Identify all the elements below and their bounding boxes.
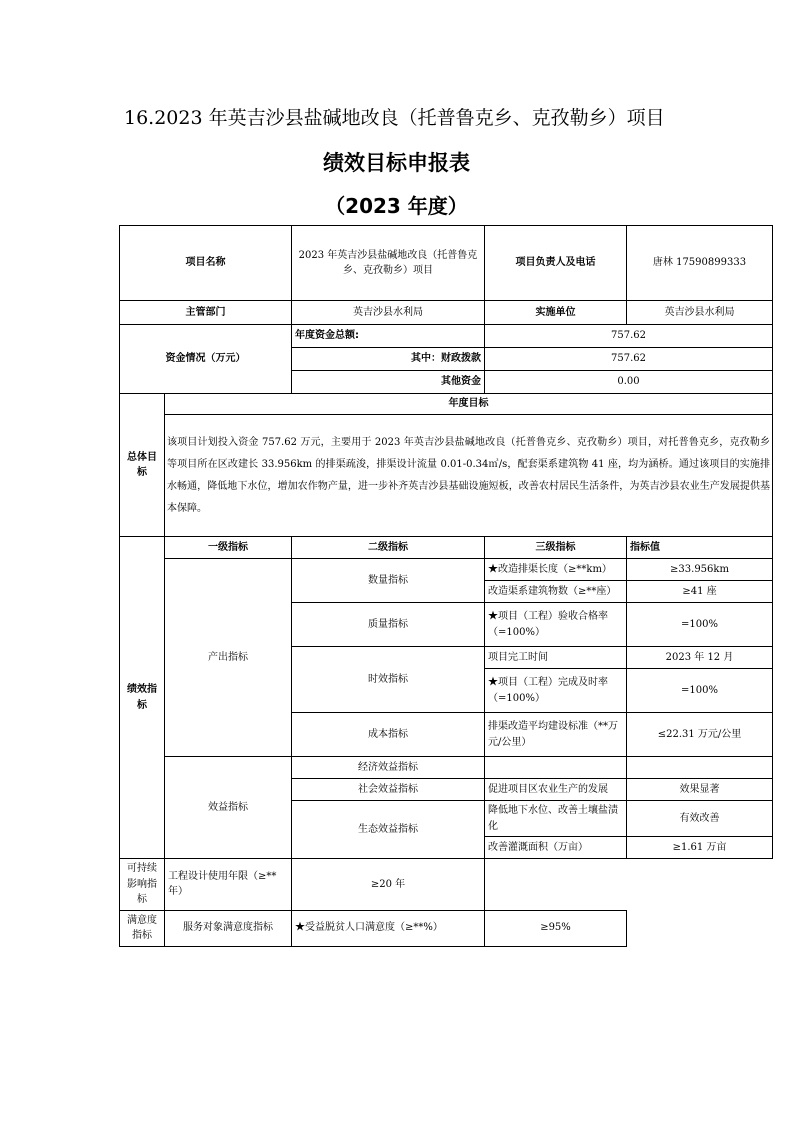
document-heading: 16.2023 年英吉沙县盐碱地改良（托普鲁克乡、克孜勒乡）项目 <box>124 107 665 129</box>
document-title: 绩效目标申报表 <box>323 151 470 175</box>
project-name-value: 2023 年英吉沙县盐碱地改良（托普鲁克乡、克孜勒乡）项目 <box>292 226 485 301</box>
service-satisfaction-label: 服务对象满意度指标 <box>165 910 292 946</box>
indicator-level3: ★改造排渠长度（≥**km） <box>485 559 627 581</box>
effect-indicators-label: 效益指标 <box>165 757 292 859</box>
cost-indicators-label: 成本指标 <box>292 713 485 757</box>
indicator-value: 有效改善 <box>627 801 773 837</box>
overall-goal-label: 总体目标 <box>120 394 165 537</box>
indicator-value: ≥41 座 <box>627 581 773 603</box>
project-name-label: 项目名称 <box>120 226 292 301</box>
indicator-value: =100% <box>627 669 773 713</box>
annual-goal-header: 年度目标 <box>165 394 773 415</box>
dept-label: 主管部门 <box>120 301 292 325</box>
col-header-level2: 二级指标 <box>292 537 485 559</box>
sustainable-indicators-label: 可持续影响指标 <box>120 859 165 911</box>
indicator-value: ≥33.956km <box>627 559 773 581</box>
indicator-level3: 促进项目区农业生产的发展 <box>485 779 627 801</box>
satisfaction-indicators-label: 满意度指标 <box>120 910 165 946</box>
manager-label: 项目负责人及电话 <box>485 226 627 301</box>
performance-target-table <box>119 225 773 947</box>
document-subtitle: （2023 年度） <box>325 194 468 218</box>
indicator-level3: 改造渠系建筑物数（≥**座） <box>485 581 627 603</box>
indicator-value: 效果显著 <box>627 779 773 801</box>
indicator-value: =100% <box>627 603 773 647</box>
indicator-level3: ★受益脱贫人口满意度（≥**%） <box>292 910 485 946</box>
funds-label: 资金情况（万元） <box>120 325 292 394</box>
annual-goal-text: 该项目计划投入资金 757.62 万元，主要用于 2023 年英吉沙县盐碱地改良（托普鲁克乡、克孜勒乡）项目，对托普鲁克乡，克孜勒乡等项目所在区改建长 33.956km 的排渠疏浚，排渠设计流量 0.01-0.34㎥/s，配套渠系建筑物 41 座，均为涵桥。通过该项目的实施排水畅通，降低地下水位，增加农作物产量，进一步补齐英吉沙县基础设施短板，改善农村居民生活条件，为英吉沙县农业生产发展提供基本保障。 <box>165 415 773 537</box>
quantity-indicators-label: 数量指标 <box>292 559 485 603</box>
ecological-indicators-label: 生态效益指标 <box>292 801 485 859</box>
timeliness-indicators-label: 时效指标 <box>292 647 485 713</box>
quality-indicators-label: 质量指标 <box>292 603 485 647</box>
col-header-level1: 一级指标 <box>165 537 292 559</box>
indicator-level3 <box>485 757 627 779</box>
indicator-value: ≥95% <box>485 910 627 946</box>
funds-total-label: 年度资金总额: <box>292 325 485 348</box>
funds-fiscal-label: 其中：财政拨款 <box>292 348 485 371</box>
impl-value: 英吉沙县水利局 <box>627 301 773 325</box>
indicator-level3: 排渠改造平均建设标准（**万元/公里） <box>485 713 627 757</box>
indicator-level3: 降低地下水位、改善土壤盐渍化 <box>485 801 627 837</box>
indicator-value <box>627 757 773 779</box>
impl-label: 实施单位 <box>485 301 627 325</box>
col-header-level3: 三级指标 <box>485 537 627 559</box>
indicator-level3: 项目完工时间 <box>485 647 627 669</box>
indicator-level3: 改善灌溉面积（万亩） <box>485 837 627 859</box>
indicator-level3: 工程设计使用年限（≥**年） <box>165 859 292 911</box>
indicator-level3: ★项目（工程）验收合格率（=100%） <box>485 603 627 647</box>
funds-other-label: 其他资金 <box>292 371 485 394</box>
output-indicators-label: 产出指标 <box>165 559 292 757</box>
indicator-value: ≥1.61 万亩 <box>627 837 773 859</box>
dept-value: 英吉沙县水利局 <box>292 301 485 325</box>
indicator-value: ≥20 年 <box>292 859 485 911</box>
economic-indicators-label: 经济效益指标 <box>292 757 485 779</box>
funds-fiscal-value: 757.62 <box>485 348 773 371</box>
funds-other-value: 0.00 <box>485 371 773 394</box>
col-header-value: 指标值 <box>627 537 773 559</box>
manager-value: 唐林 17590899333 <box>627 226 773 301</box>
social-indicators-label: 社会效益指标 <box>292 779 485 801</box>
indicator-level3: ★项目（工程）完成及时率（=100%） <box>485 669 627 713</box>
funds-total-value: 757.62 <box>485 325 773 348</box>
perf-indicators-label: 绩效指标 <box>120 537 165 859</box>
indicator-value: ≤22.31 万元/公里 <box>627 713 773 757</box>
indicator-value: 2023 年 12 月 <box>627 647 773 669</box>
